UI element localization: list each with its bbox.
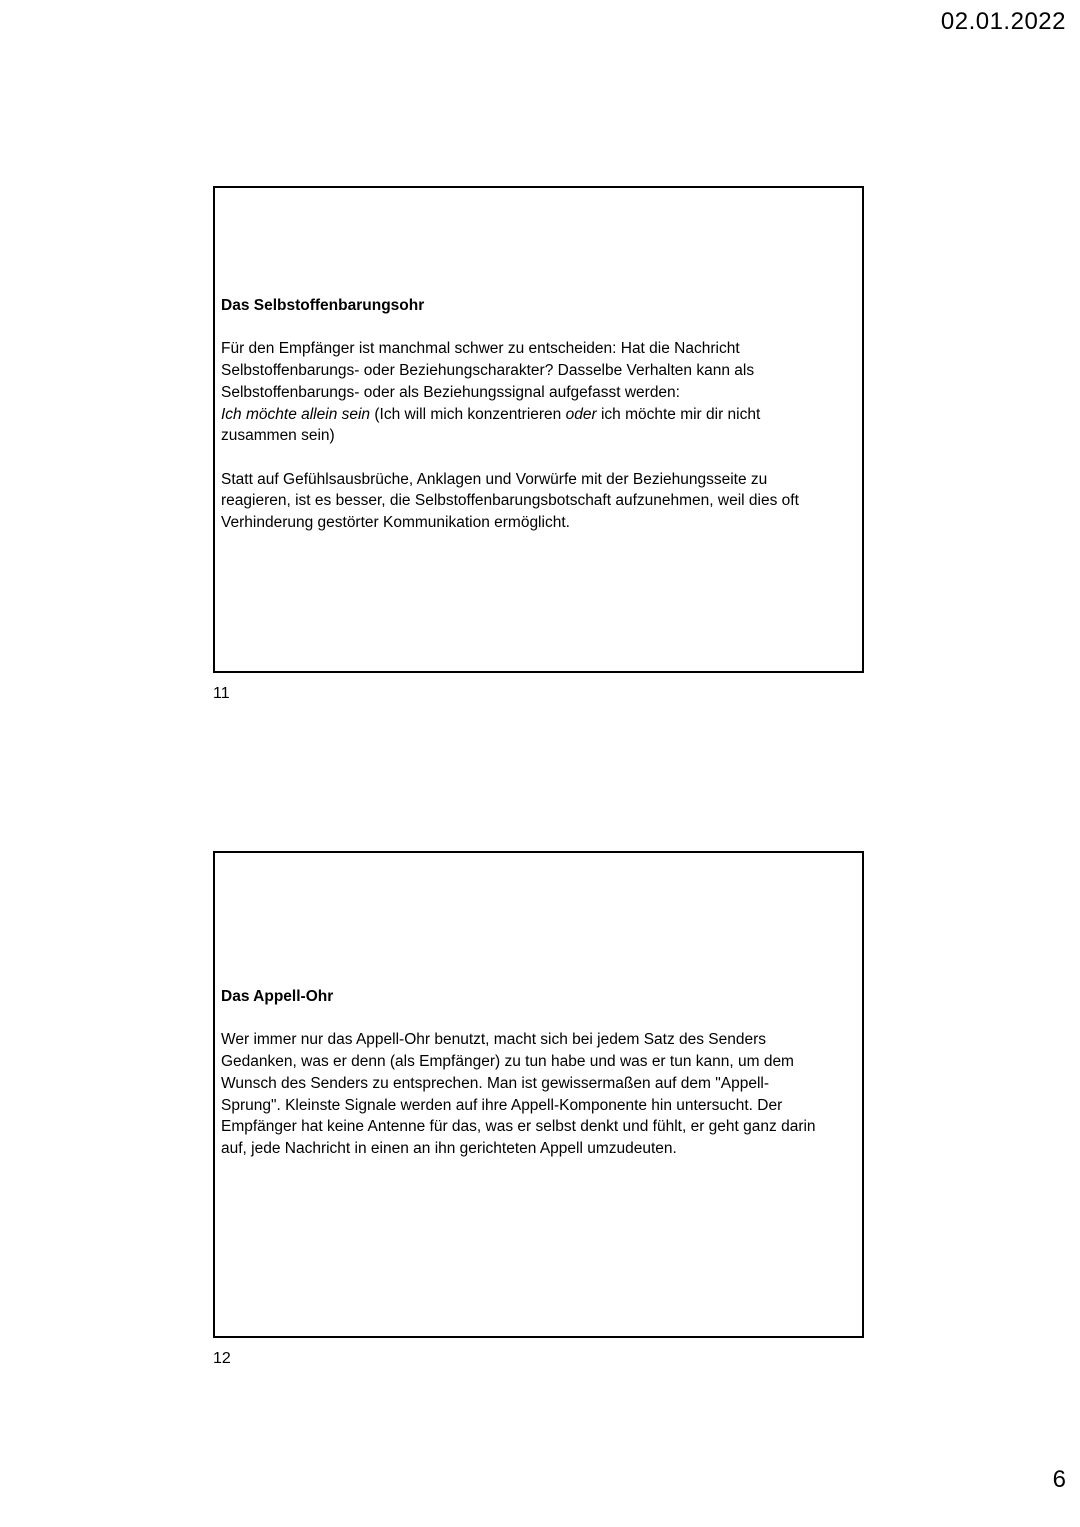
paragraph-line: reagieren, ist es besser, die Selbstoffenbarungsbotschaft aufzunehmen, weil dies oft [221,492,799,510]
spacer [221,1008,856,1030]
text-run: ich möchte mir dir nicht [596,405,761,423]
paragraph-line: Empfänger hat keine Antenne für das, was er selbst denkt und fühlt, er geht ganz darin [221,1118,816,1136]
print-date: 02.01.2022 [940,8,1066,35]
slide-frame-12 [213,851,864,1338]
paragraph-line: zusammen sein) [221,427,335,445]
slide-frame-11 [213,186,864,673]
paragraph-line: Verhinderung gestörter Kommunikation ermöglicht. [221,514,570,531]
paragraph-line: auf, jede Nachricht in einen an ihn gerichteten Appell umzudeuten. [221,1139,677,1157]
paragraph-line: Wer immer nur das Appell-Ohr benutzt, macht sich bei jedem Satz des Senders [221,1031,767,1049]
spacer [221,317,856,339]
slide-title: Das Selbstoffenbarungsohr [221,297,425,314]
italic-word: oder [565,405,597,423]
paragraph-line: Gedanken, was er denn (als Empfänger) zu tun habe und was er tun kann, um dem [221,1053,794,1071]
slide-content [221,295,856,534]
paragraph-line: Statt auf Gefühlsausbrüche, Anklagen und Vorwürfe mit der Beziehungsseite zu [221,470,768,488]
page-number: 6 [1052,1466,1066,1493]
paragraph-line: Sprung". Kleinste Signale werden auf ihre Appell-Komponente hin untersucht. Der [221,1096,783,1114]
slide-title: Das Appell-Ohr [221,988,334,1005]
slide-content [221,986,856,1160]
paragraph-line [221,404,856,426]
italic-phrase: Ich möchte allein sein [221,405,371,423]
paragraph-line: Selbstoffenbarungs- oder als Beziehungssignal aufgefasst werden: [221,383,680,401]
spacer [221,447,856,469]
paragraph-line: Für den Empfänger ist manchmal schwer zu entscheiden: Hat die Nachricht [221,340,740,358]
slide-number: 11 [213,685,230,702]
slide-number: 12 [213,1350,231,1367]
paragraph-line: Wunsch des Senders zu entsprechen. Man ist gewissermaßen auf dem "Appell- [221,1074,769,1092]
paragraph-line: Selbstoffenbarungs- oder Beziehungscharakter? Dasselbe Verhalten kann als [221,362,755,380]
text-run: (Ich will mich konzentrieren [370,405,566,423]
